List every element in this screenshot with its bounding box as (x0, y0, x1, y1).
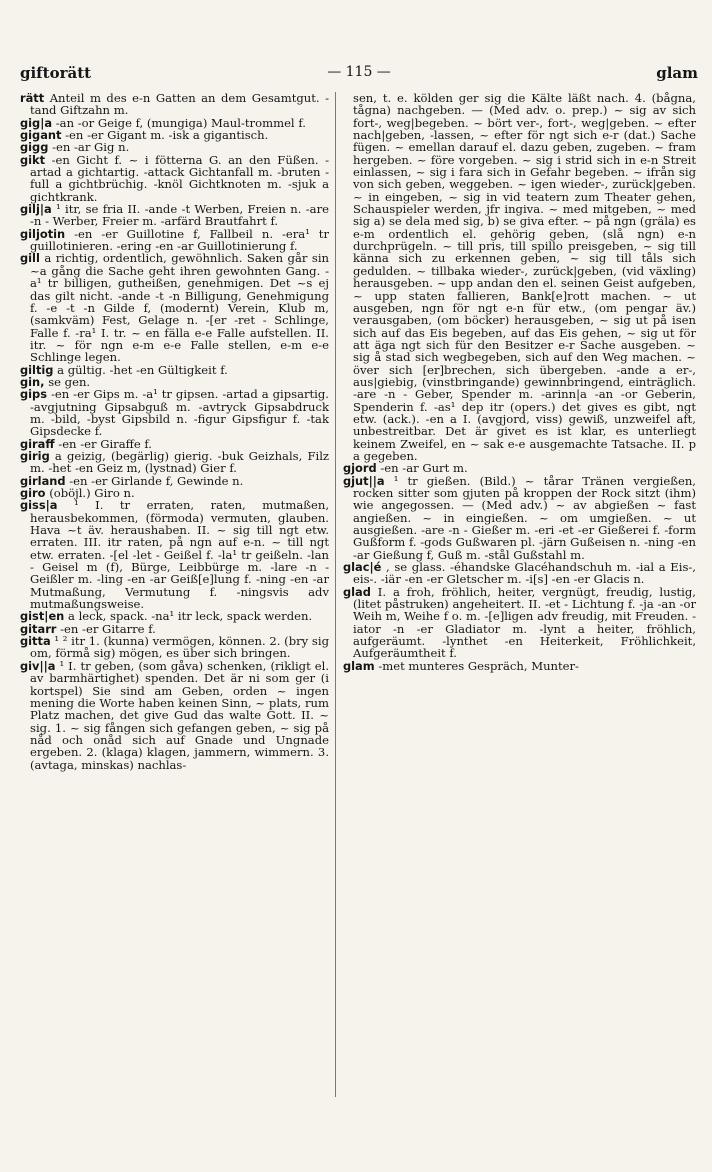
dictionary-entry (20, 203, 329, 228)
entry-definition: a leck, spack. -na¹ itr leck, spack werden. (67, 609, 313, 624)
entry-headword: gips (20, 387, 47, 402)
entry-headword: rätt (20, 92, 45, 105)
entry-definition: -en -ar Gig n. (52, 140, 130, 155)
left-column (20, 92, 329, 1104)
entry-headword: giss|a (20, 498, 58, 513)
entry-headword: gigg (20, 140, 49, 155)
entry-definition: -en -er Girlande f, Gewinde n. (69, 473, 244, 488)
entry-headword: glad (343, 584, 371, 599)
dictionary-entry (343, 475, 696, 561)
entry-definition: -en -er Giraffe f. (58, 436, 152, 451)
entry-definition: ¹ ² itr 1. (kunna) vermögen, können. 2. (bry sig om, förmå sig) mögen, es über sich bringen. (30, 634, 329, 661)
entry-definition: ¹ tr gießen. (Bild.) ~ tårar Tränen vergießen, rocken sitter som gjuten på kroppen der Rock sitzt (ihm) wie angegossen. — (Med adv.) ~ av abgießen ~ fast angießen. ~ in eingießen. ~ om umgießen. ~ ut ausgießen. -are -n - Gießer m. -eri -et -er Gießerei f. -form Gußform f. -gods Gußwaren pl. -järn Gußeisen n. -ning -en -ar Gießung f, Guß m. -stål Gußstahl m. (353, 473, 696, 562)
dictionary-entry (20, 450, 329, 475)
dictionary-entry (343, 561, 696, 586)
entry-headword: gitarr (20, 621, 57, 636)
page-number: — 115 — (327, 64, 391, 80)
entry-definition: (oböjl.) Giro n. (49, 486, 135, 500)
dictionary-entry (20, 635, 329, 660)
header-first-word: giftorätt (20, 64, 92, 82)
entry-definition: -en -er Gips m. -a¹ tr gipsen. -artad a gipsartig. -avgjutning Gipsabguß m. -avtryck Gipsabdruck m. -bild, -byst Gipsbild n. -figur Gipsfigur f. -tak Gipsdecke f. (30, 387, 329, 439)
entry-definition: -an -or Geige f, (mungiga) Maul-trommel f. (55, 115, 306, 130)
entry-definition: ¹ itr, se fria II. -ande -t Werben, Freien n. -are -n - Werber, Freier m. -arfärd Brautfahrt f. (30, 202, 329, 229)
entry-headword: gin, (20, 374, 45, 389)
entry-headword: gill (20, 251, 40, 266)
entry-definition: a gültig. -het -en Gültigkeit f. (57, 362, 228, 377)
entry-headword: gikt (20, 152, 46, 167)
entry-headword: gig|a (20, 115, 53, 130)
entry-definition: ¹ I. tr geben, (som gåva) schenken, (rikligt el. av barmhärtighet) spenden. Det är ni som ger (i kortspel) Sie sind am Geben, orden ~ ingen mening die Worte haben keinen Sinn, ~ plats, rum Platz machen, det give Gud das walte Gott. II. ~ sig. 1. ~ sig fången sich gefangen geben, ~ sig på nåd och onåd sich auf Gnade und Ungnade ergeben. 2. (klaga) klagen, jammern, wimmern. 3. (avtaga, minskas) nachlas- (30, 658, 329, 772)
dictionary-entry (20, 252, 329, 363)
entry-headword: giv||a (20, 658, 56, 673)
entry-headword: gigant (20, 128, 62, 143)
dictionary-entry (343, 660, 696, 672)
entry-definition: se gen. (48, 374, 91, 389)
entry-headword: gjord (343, 461, 377, 476)
entry-definition: -en -er Guillotine f, Fallbeil n. -era¹ tr guillotinieren. -ering -en -ar Guillotinierung f. (30, 226, 329, 254)
entry-definition: a richtig, ordentlich, gewöhnlich. Saken går sin ~a gång die Sache geht ihren gewohnten Gang. -a¹ tr billigen, gutheißen, genehmigen. Det ~s ej das gilt nicht. -ande -t -n Billigung, Genehmigung f. -e -t -n Gilde f, (modernt) Verein, Klub m, (samkväm) Fest, Gelage n. -[er -ret - Schlinge, Falle f. -ra¹ I. tr. ~ en fälla e-e Falle aufstellen. II. itr. ~ för ngn e-m e-e Falle stellen, e-m e-e Schlinge legen. (30, 251, 329, 365)
dictionary-entry (20, 92, 329, 117)
header-last-word: glam (656, 64, 698, 82)
dictionary-entry (343, 586, 696, 660)
entry-definition: ¹ I. tr erraten, raten, mutmaßen, herausbekommen, (förmoda) vermuten, glauben. Hava ~t äv. heraushaben. II. ~ sig till ngt etw. erraten. III. itr raten, på ngn auf e-n. ~ till ngt etw. erraten. -[el -let - Geißel f. -la¹ tr geißeln. -lan - Geisel m (f), Bürge, Leibbürge m. -lare -n - Geißler m. -ling -en -ar Geiß[e]lung f. -ning -en -ar Mutmaßung, Vermutung f. -ningsvis adv mutmaßungsweise. (30, 498, 329, 612)
entry-headword: girig (20, 448, 50, 463)
entry-headword: girland (20, 473, 66, 488)
entry-headword: glac|é (343, 560, 382, 575)
entry-headword: giro (20, 486, 46, 500)
dictionary-entry (20, 228, 329, 253)
entry-headword: giraff (20, 436, 55, 451)
entry-definition: -en Gicht f. ~ i fötterna G. an den Füßen. -artad a gichtartig. -attack Gichtanfall m. -bruten -full a gichtbrüchig. -knöl Gichtknoten m. -sjuk a gichtkrank. (30, 152, 329, 204)
dictionary-entry (20, 388, 329, 437)
dictionary-entry (20, 154, 329, 203)
entry-headword: gist|en (20, 609, 65, 624)
entry-headword: gilj|a (20, 202, 52, 217)
entry-definition: sen, t. e. kölden ger sig die Kälte läßt nach. 4. (bågna, tågna) nachgeben. — (Med adv. o. prep.) ~ sig av sich fort-, weg|begeben. ~ bört ver-, fort-, weg|geben. ~ efter nach|geben, -lassen, ~ efter för ngt sich e-r (dat.) Sache fügen. ~ emellan darauf el. dazu geben, zugeben. ~ fram hergeben. ~ före vorgeben. ~ sig i strid sich in e-n Streit einlassen, ~ sig i fara sich in Gefahr begeben. ~ ifrån sig von sich geben, weggeben. ~ igen wieder-, zurück|geben. ~ in eingeben, ~ sig in vid teatern zum Theater gehen, Schauspieler werden, jfr ingiva. ~ med mitgeben, ~ med sig a) se dela med sig, b) se giva efter. ~ på ngn (gräla) es e-m ordentlich el. gehörig geben, (slå ngn) e-n durchprügeln. ~ till pris, till spillo preisgeben, ~ sig till känna sich zu erkennen geben, ~ sig till tåls sich gedulden. ~ tillbaka wieder-, zurück|geben, (vid växling) herausgeben. ~ upp andan den el. seinen Geist aufgeben, ~ upp staten fallieren, Bank[e]rott machen. ~ ut ausgeben, ngn för ngt e-n für etw., (om pengar äv.) verausgaben, (om böcker) herausgeben, ~ sig ut på isen sich auf das Eis begeben, auf das Eis gehen, ~ sig ut för att äga ngt sich für den Besitzer e-r Sache ausgeben. ~ sig å stad sich wegbegeben, sich auf den Weg machen. ~ över sich [er]brechen, sich übergeben. -ande a er-, aus|giebig, (vinstbringande) gewinnbringend, einträglich. -are -n - Geber, Spender m. -arinn|a -an -or Geberin, Spenderin f. -as¹ dep itr (opers.) det gives es gibt, ngt etw. (ack.). -en a I. (avgjord, viss) gewiß, unzweifel aft, unbestreitbar. Det är givet es ist klar, es unterliegt keinem Zweifel, en ~ sak e-e ausgemachte Tatsache. II. p a gegeben. (353, 92, 696, 463)
dictionary-entry (343, 92, 696, 462)
entry-headword: gitta (20, 634, 51, 649)
entry-headword: gjut||a (343, 473, 385, 488)
page-header (20, 64, 698, 90)
column-divider (335, 92, 336, 1097)
entry-definition: -en -ar Gurt m. (380, 461, 468, 476)
dictionary-entry (20, 660, 329, 771)
entry-definition: -en -er Gitarre f. (60, 621, 156, 636)
entry-definition: -en -er Gigant m. -isk a gigantisch. (65, 128, 269, 143)
entry-definition: Anteil m des e-n Gatten an dem Gesamtgut. -tand Giftzahn m. (30, 92, 329, 118)
entry-definition: -met munteres Gespräch, Munter- (378, 658, 579, 673)
entry-definition: I. a froh, fröhlich, heiter, vergnügt, freudig, lustig, (litet påstruken) angeheitert. II. -et - Lichtung f. -ja -an -or Weih m, Weihe f o. m. -[e]ligen adv freudig, mit Freuden. -iator -n -er Gladiator m. -lynt a heiter, fröhlich, aufgeräumt. -lynthet -en Heiterkeit, Fröhlichkeit, Aufgeräumtheit f. (353, 584, 696, 661)
dictionary-entry (20, 499, 329, 610)
entry-headword: glam (343, 658, 375, 673)
entry-definition: , se glass. -éhandske Glacéhandschuh m. -ial a Eis-, eis-. -iär -en -er Gletscher m. -i[s] -en -er Glacis n. (353, 560, 696, 587)
entry-definition: a geizig, (begärlig) gierig. -buk Geizhals, Filz m. -het -en Geiz m, (lystnad) Gier f. (30, 448, 329, 476)
right-column (343, 92, 696, 1104)
entry-headword: giltig (20, 362, 54, 377)
entry-headword: giljotin (20, 226, 66, 241)
